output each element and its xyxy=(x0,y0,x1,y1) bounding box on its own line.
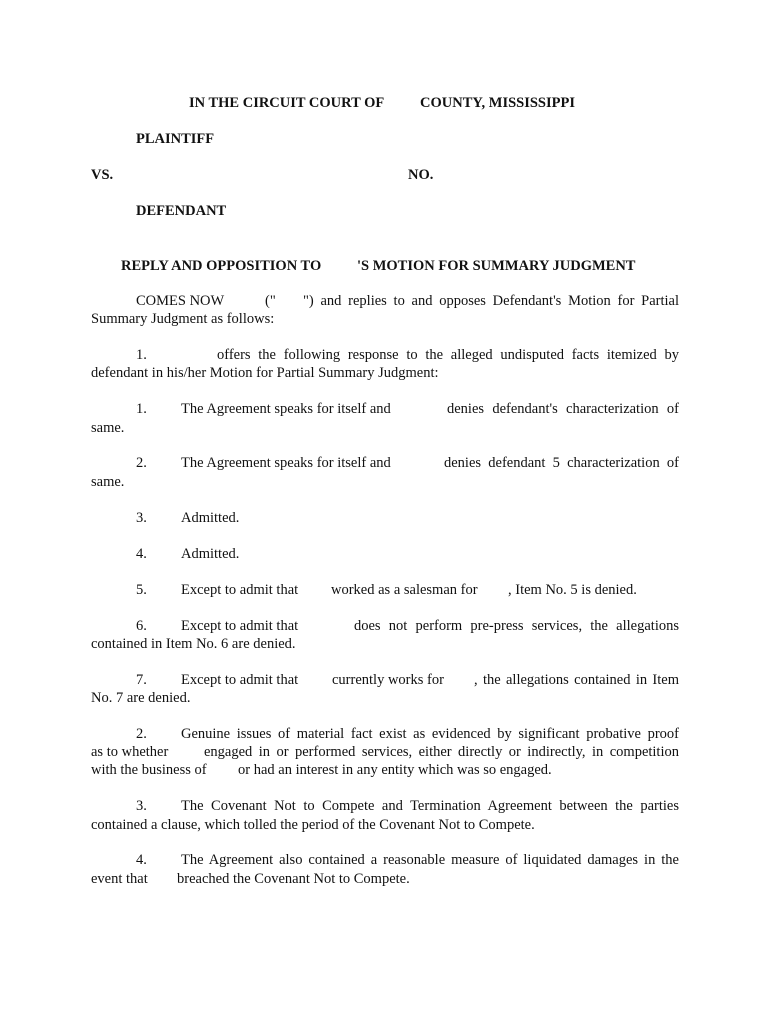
item-3-number: 3. xyxy=(136,510,147,526)
paragraph-1-line2: defendant in his/her Motion for Partial Summary Judgment: xyxy=(91,365,439,381)
item-2-continuation: same. xyxy=(91,474,125,490)
item-2-text-a: The Agreement speaks for itself and xyxy=(181,455,391,471)
paragraph-1-number: 1. xyxy=(136,347,147,363)
paragraph-3-line1: The Covenant Not to Compete and Termination Agreement between the parties xyxy=(181,798,679,814)
item-2-text-b: denies defendant 5 characterization of xyxy=(444,455,679,471)
item-4-number: 4. xyxy=(136,546,147,562)
paragraph-2-line2-a: as to whether xyxy=(91,744,169,760)
item-5-number: 5. xyxy=(136,582,147,598)
paragraph-3-line2: contained a clause, which tolled the period of the Covenant Not to Compete. xyxy=(91,817,535,833)
item-2-number: 2. xyxy=(136,455,147,471)
item-5-text-c: , Item No. 5 is denied. xyxy=(508,582,637,598)
item-5-text-a: Except to admit that xyxy=(181,582,299,598)
court-header-left: IN THE CIRCUIT COURT OF xyxy=(189,95,385,111)
intro-line2: Summary Judgment as follows: xyxy=(91,311,275,327)
paragraph-3-number: 3. xyxy=(136,798,147,814)
paragraph-2-line2-b: engaged in or performed services, either directly or indirectly, in competition xyxy=(204,744,679,760)
item-7-text-c: , the allegations contained in Item xyxy=(474,672,679,688)
paragraph-4-line2-a: event that xyxy=(91,871,148,887)
paragraph-4-line2-b: breached the Covenant Not to Compete. xyxy=(177,871,410,887)
item-1-text-b: denies defendant's characterization of xyxy=(447,401,679,417)
intro-comes-now: COMES NOW xyxy=(136,293,225,309)
item-7-number: 7. xyxy=(136,672,147,688)
item-7-continuation: No. 7 are denied. xyxy=(91,690,191,706)
item-3-text: Admitted. xyxy=(181,510,240,526)
intro-line1-rest: ") and replies to and opposes Defendant's Motion for Partial xyxy=(303,293,679,309)
item-1-text-a: The Agreement speaks for itself and xyxy=(181,401,391,417)
case-number-label: NO. xyxy=(408,167,434,183)
document-title-left: REPLY AND OPPOSITION TO xyxy=(121,258,322,274)
item-1-number: 1. xyxy=(136,401,147,417)
paragraph-4-line1: The Agreement also contained a reasonable measure of liquidated damages in the xyxy=(181,852,679,868)
court-header-right: COUNTY, MISSISSIPPI xyxy=(420,95,575,111)
item-5-text-b: worked as a salesman for xyxy=(331,582,478,598)
paragraph-2-line3-b: or had an interest in any entity which was so engaged. xyxy=(238,762,552,778)
paragraph-4-number: 4. xyxy=(136,852,147,868)
intro-open-quote: (" xyxy=(265,293,276,309)
paragraph-1-line1: offers the following response to the alleged undisputed facts itemized by xyxy=(217,347,679,363)
versus-label: VS. xyxy=(91,167,114,183)
plaintiff-label: PLAINTIFF xyxy=(136,131,215,147)
item-7-text-b: currently works for xyxy=(332,672,444,688)
paragraph-2-line3-a: with the business of xyxy=(91,762,207,778)
paragraph-2-line1: Genuine issues of material fact exist as evidenced by significant probative proof xyxy=(181,726,679,742)
item-4-text: Admitted. xyxy=(181,546,240,562)
item-7-text-a: Except to admit that xyxy=(181,672,299,688)
item-6-number: 6. xyxy=(136,618,147,634)
defendant-label: DEFENDANT xyxy=(136,203,227,219)
paragraph-2-number: 2. xyxy=(136,726,147,742)
document-title-right: 'S MOTION FOR SUMMARY JUDGMENT xyxy=(357,258,636,274)
item-1-continuation: same. xyxy=(91,420,125,436)
item-6-text-a: Except to admit that xyxy=(181,618,299,634)
item-6-continuation: contained in Item No. 6 are denied. xyxy=(91,636,296,652)
item-6-text-b: does not perform pre-press services, the allegations xyxy=(354,618,679,634)
